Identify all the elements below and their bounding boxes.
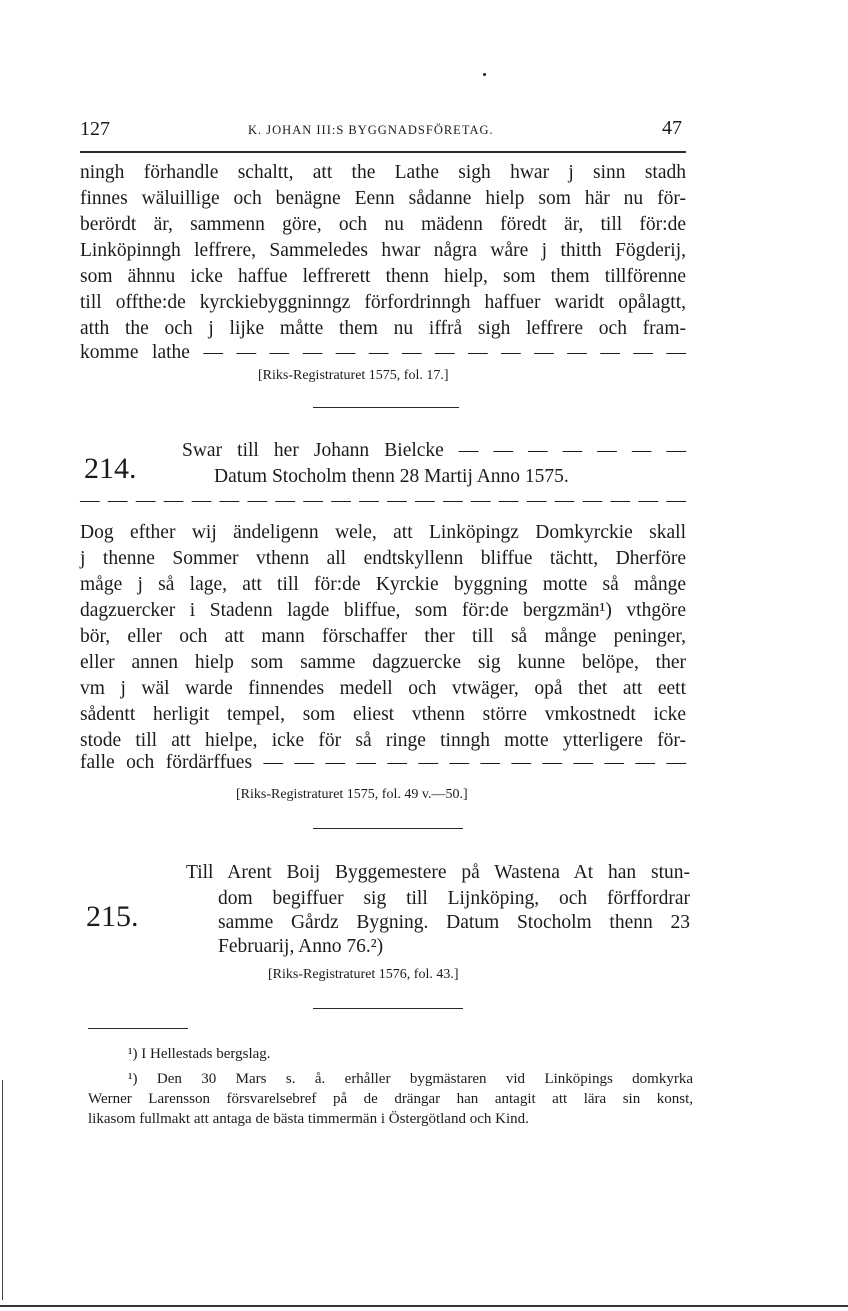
text-line: dagzuercker i Stadenn lagde bliffue, som för:de bergzmän¹) vthgöre: [80, 600, 686, 621]
text-line: vm j wäl warde finnendes medell och vtwäger, opå thet att eett: [80, 678, 686, 699]
text-line: Dog efther wij ändeligenn wele, att Linköpingz Domkyrckie skall: [80, 522, 686, 543]
running-title: K. JOHAN III:S BYGGNADSFÖRETAG.: [248, 123, 494, 137]
section-heading: Februarij, Anno 76.²): [218, 936, 384, 957]
scan-speck: [483, 73, 486, 76]
section-heading: Swar till her Johann Bielcke — — — — — — —: [182, 440, 686, 461]
text-line: finnes wäluillige och benägne Eenn sådanne hielp som här nu för-: [80, 188, 686, 209]
footnote: Werner Larensson försvarelsebref på de drängar han antagit att lära sin konst,: [88, 1091, 693, 1107]
section-divider: [313, 407, 459, 408]
text-line: Linköpinngh leffrere, Sammeledes hwar några wåre j thitth Fögderij,: [80, 240, 686, 261]
text-line: bör, eller och att mann förschaffer ther till så månge peninger,: [80, 626, 686, 647]
section-heading: Till Arent Boij Byggemestere på Wastena At han stun-: [186, 862, 690, 883]
section-heading: dom begiffuer sig till Lijnköping, och förffordrar: [218, 888, 690, 909]
header-left-number: 127: [80, 118, 110, 140]
footnote: ¹) I Hellestads bergslag.: [128, 1046, 271, 1062]
source-reference: [Riks-Registraturet 1575, fol. 17.]: [258, 368, 449, 383]
text-line: ningh förhandle schaltt, att the Lathe sigh hwar j sinn stadh: [80, 162, 686, 183]
footnote: likasom fullmakt att antaga de bästa timmermän i Östergötland och Kind.: [88, 1111, 529, 1127]
text-line: måge j så lage, att till för:de Kyrckie byggning motte så månge: [80, 574, 686, 595]
source-reference: [Riks-Registraturet 1576, fol. 43.]: [268, 967, 459, 982]
text-line: eller annen hielp som samme dagzuercke sig kunne belöpe, ther: [80, 652, 686, 673]
text-line: stode till att hielpe, icke för så ringe tinngh motte ytterligere för-: [80, 730, 686, 751]
scan-edge-bottom: [0, 1305, 848, 1307]
section-divider: [313, 828, 463, 829]
section-heading-date: Datum Stocholm thenn 28 Martij Anno 1575.: [214, 466, 569, 487]
text-line: atth the och j lijke måtte them nu iffrå sigh leffrere och fram-: [80, 318, 686, 339]
text-line: sådentt herligit tempel, som eliest vthenn större vmkostnedt icke: [80, 704, 686, 725]
text-line: som ähnnu icke haffue leffrerett thenn hielp, som them tillförenne: [80, 266, 686, 287]
page-number: 47: [662, 117, 682, 139]
dash-row: — — — — — — — — — — — — — — — — — — — — — —: [80, 490, 686, 511]
text-line: berördt är, sammenn göre, och nu mädenn föredt är, till för:de: [80, 214, 686, 235]
text-line: j thenne Sommer vthenn all endtskyllenn bliffue tächtt, Dherföre: [80, 548, 686, 569]
text-line-last: falle och fördärffues — — — — — — — — — — — — — —: [80, 752, 686, 773]
scan-edge-left: [2, 1080, 3, 1300]
section-heading: samme Gårdz Bygning. Datum Stocholm thenn 23: [218, 912, 690, 933]
text-line: till offthe:de kyrckiebyggninngz förfordrinngh haffuer waridt opålagtt,: [80, 292, 686, 313]
footnote-rule: [88, 1028, 188, 1029]
header-rule: [80, 151, 686, 153]
section-number: 214.: [84, 452, 137, 485]
section-divider: [313, 1008, 463, 1009]
source-reference: [Riks-Registraturet 1575, fol. 49 v.—50.]: [236, 787, 468, 802]
footnote: ¹) Den 30 Mars s. å. erhåller bygmästaren vid Linköpings domkyrka: [128, 1071, 693, 1087]
text-line-last: komme lathe — — — — — — — — — — — — — — —: [80, 342, 686, 363]
section-number: 215.: [86, 900, 139, 933]
